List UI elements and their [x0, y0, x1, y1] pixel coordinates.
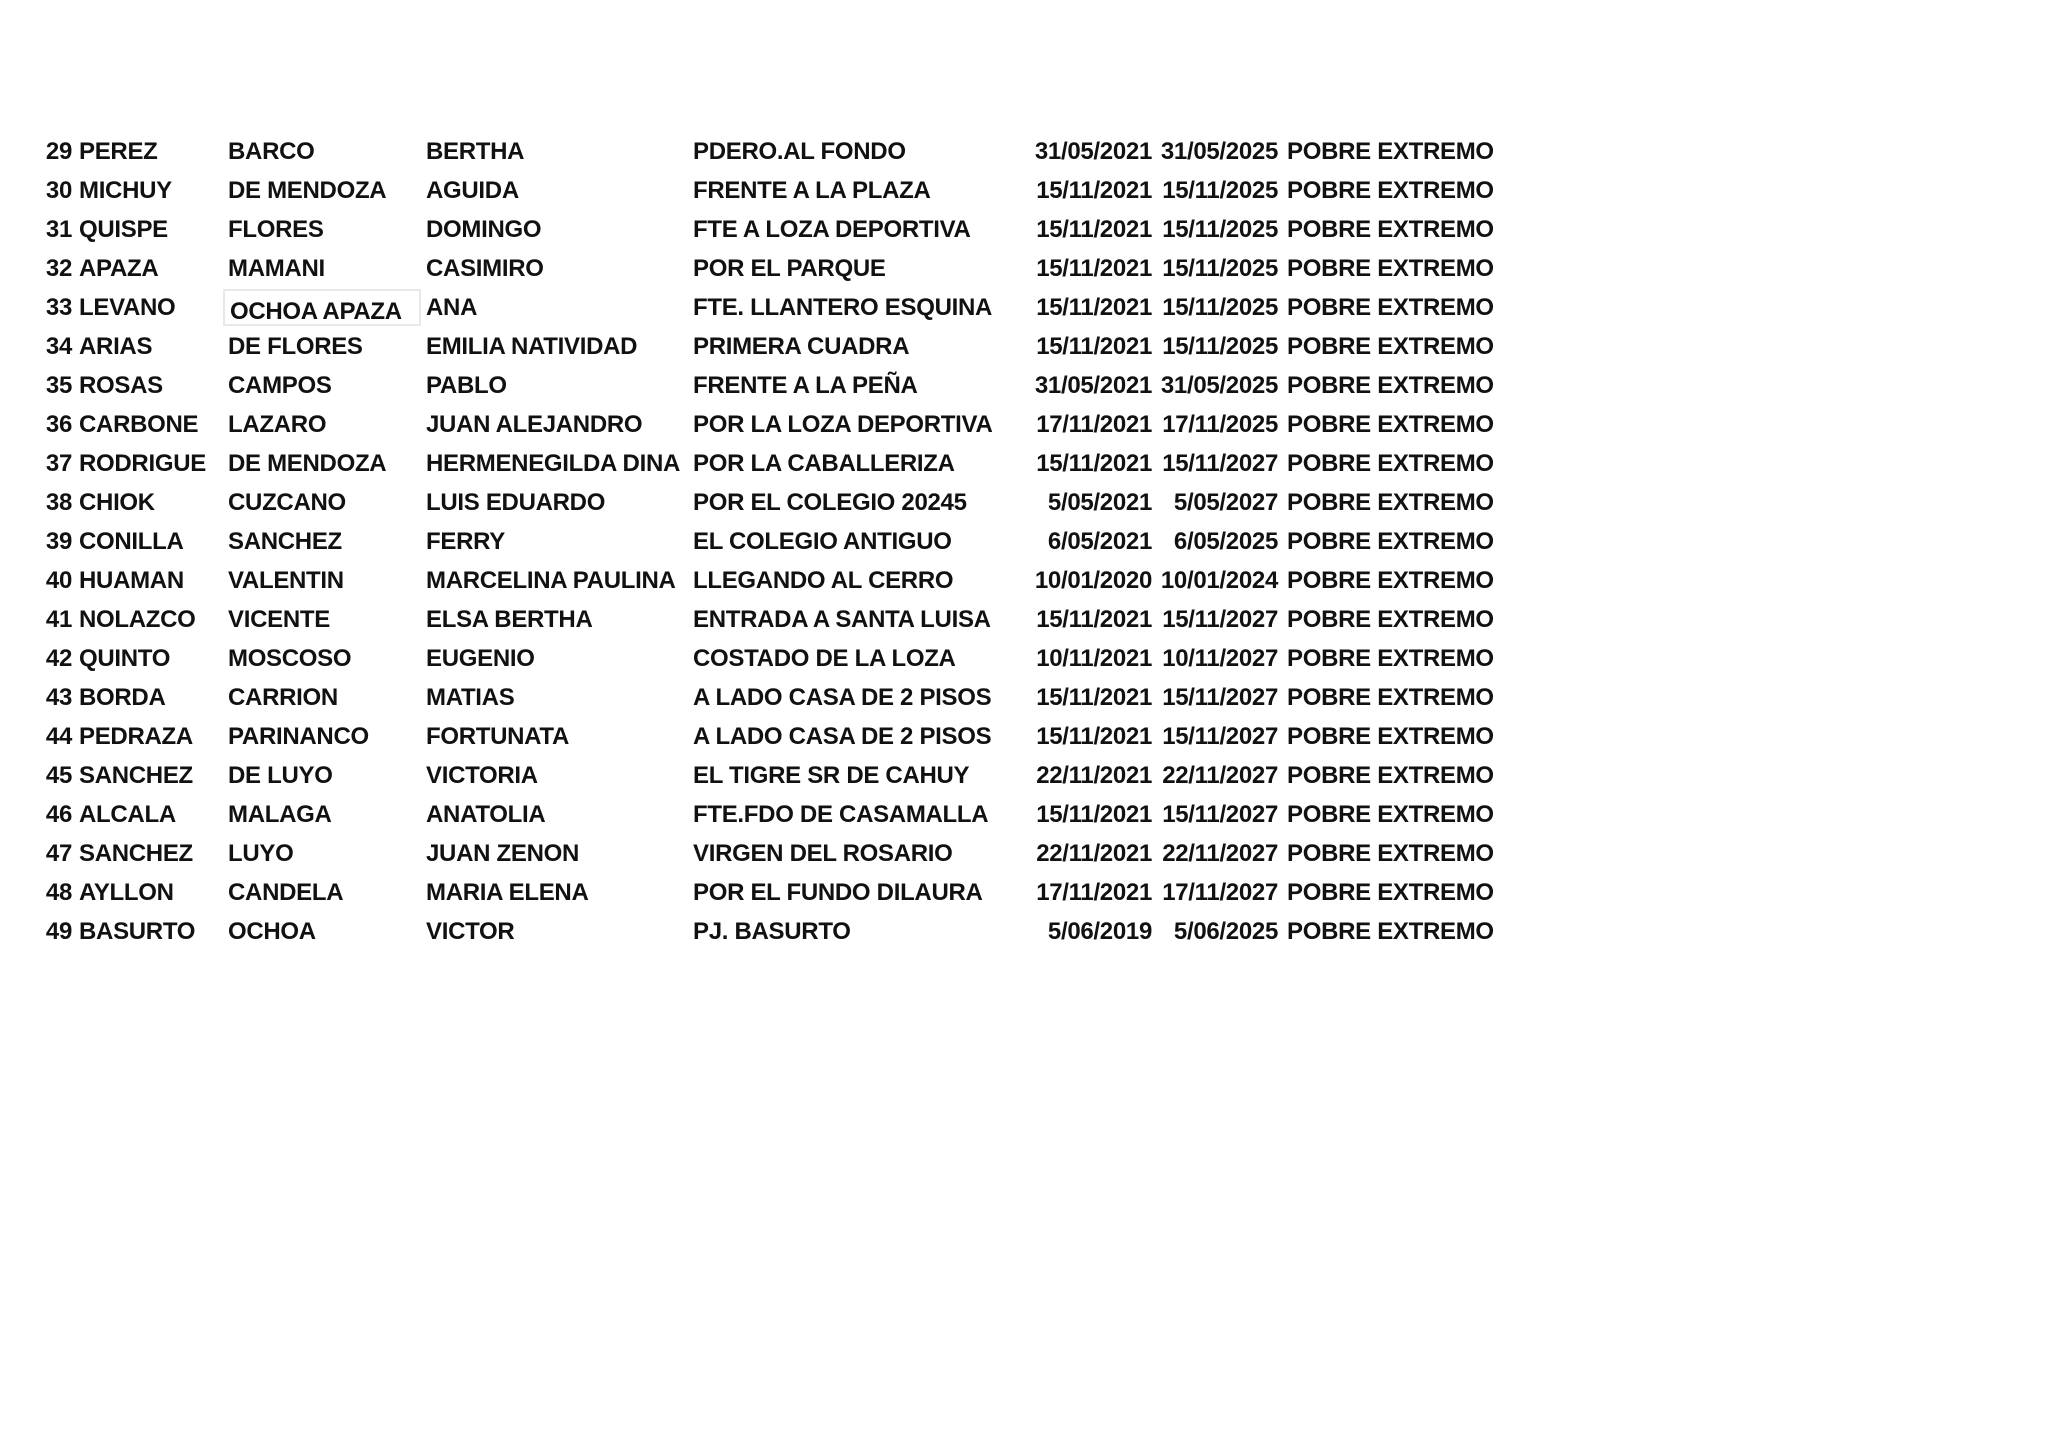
address-cell[interactable]: POR EL COLEGIO 20245	[693, 489, 967, 516]
status-cell[interactable]: POBRE EXTREMO	[1287, 918, 1494, 945]
second-surname-cell[interactable]: SANCHEZ	[228, 528, 342, 555]
given-name-cell[interactable]: ANA	[426, 294, 478, 321]
status-cell[interactable]: POBRE EXTREMO	[1287, 645, 1494, 672]
address-cell[interactable]: COSTADO DE LA LOZA	[693, 645, 956, 672]
table-row	[0, 600, 2048, 639]
end-date-cell[interactable]: 22/11/2027	[1162, 762, 1278, 789]
given-name-cell[interactable]: FERRY	[426, 528, 505, 555]
given-name-cell[interactable]: LUIS EDUARDO	[426, 489, 606, 516]
given-name-cell[interactable]: EMILIA NATIVIDAD	[426, 333, 638, 360]
second-surname-cell[interactable]: DE MENDOZA	[228, 177, 387, 204]
status-cell[interactable]: POBRE EXTREMO	[1287, 333, 1494, 360]
end-date-cell[interactable]: 15/11/2027	[1162, 801, 1278, 828]
row-number[interactable]: 43	[45, 684, 72, 711]
status-cell[interactable]: POBRE EXTREMO	[1287, 723, 1494, 750]
table-row	[0, 834, 2048, 873]
start-date-cell[interactable]: 15/11/2021	[1036, 723, 1152, 750]
row-number[interactable]: 36	[45, 411, 72, 438]
address-cell[interactable]: POR EL FUNDO DILAURA	[693, 879, 983, 906]
second-surname-cell[interactable]: CAMPOS	[228, 372, 332, 399]
address-cell[interactable]: EL COLEGIO ANTIGUO	[693, 528, 952, 555]
first-surname-cell[interactable]: PEDRAZA	[79, 723, 193, 750]
end-date-cell[interactable]: 31/05/2025	[1160, 138, 1278, 165]
end-date-cell[interactable]: 10/01/2024	[1160, 567, 1278, 594]
table-row	[0, 327, 2048, 366]
address-cell[interactable]: EL TIGRE SR DE CAHUY	[693, 762, 970, 789]
second-surname-cell[interactable]: CARRION	[228, 684, 338, 711]
start-date-cell[interactable]: 31/05/2021	[1034, 138, 1152, 165]
end-date-cell[interactable]: 15/11/2025	[1162, 333, 1278, 360]
second-surname-cell[interactable]: VALENTIN	[228, 567, 344, 594]
table-row	[0, 873, 2048, 912]
table-row	[0, 444, 2048, 483]
end-date-cell[interactable]: 15/11/2027	[1162, 450, 1278, 477]
first-surname-cell[interactable]: HUAMAN	[79, 567, 184, 594]
end-date-cell[interactable]: 15/11/2027	[1162, 606, 1278, 633]
second-surname-cell[interactable]: BARCO	[228, 138, 315, 165]
given-name-cell[interactable]: MATIAS	[426, 684, 515, 711]
status-cell[interactable]: POBRE EXTREMO	[1287, 450, 1494, 477]
first-surname-cell[interactable]: SANCHEZ	[79, 762, 193, 789]
first-surname-cell[interactable]: BORDA	[79, 684, 166, 711]
end-date-cell[interactable]: 15/11/2025	[1162, 216, 1278, 243]
status-cell[interactable]: POBRE EXTREMO	[1287, 216, 1494, 243]
first-surname-cell[interactable]: NOLAZCO	[79, 606, 196, 633]
end-date-cell[interactable]: 15/11/2027	[1162, 723, 1278, 750]
first-surname-cell[interactable]: SANCHEZ	[79, 840, 193, 867]
status-cell[interactable]: POBRE EXTREMO	[1287, 684, 1494, 711]
start-date-cell[interactable]: 6/05/2021	[1047, 528, 1152, 555]
status-cell[interactable]: POBRE EXTREMO	[1287, 489, 1494, 516]
address-cell[interactable]: VIRGEN DEL ROSARIO	[693, 840, 953, 867]
address-cell[interactable]: POR LA CABALLERIZA	[693, 450, 955, 477]
first-surname-cell[interactable]: CONILLA	[79, 528, 184, 555]
table-body	[0, 132, 2048, 951]
table-row	[0, 912, 2048, 951]
start-date-cell[interactable]: 31/05/2021	[1034, 372, 1152, 399]
end-date-cell[interactable]: 5/05/2027	[1173, 489, 1278, 516]
start-date-cell[interactable]: 22/11/2021	[1036, 762, 1152, 789]
end-date-cell[interactable]: 15/11/2027	[1162, 684, 1278, 711]
row-number[interactable]: 34	[45, 333, 72, 360]
selected-cell[interactable]: OCHOA APAZA	[223, 289, 421, 326]
given-name-cell[interactable]: PABLO	[426, 372, 507, 399]
start-date-cell[interactable]: 22/11/2021	[1036, 840, 1152, 867]
table-row	[0, 405, 2048, 444]
status-cell[interactable]: POBRE EXTREMO	[1287, 411, 1494, 438]
start-date-cell[interactable]: 15/11/2021	[1036, 294, 1152, 321]
status-cell[interactable]: POBRE EXTREMO	[1287, 801, 1494, 828]
end-date-cell[interactable]: 31/05/2025	[1160, 372, 1278, 399]
row-number[interactable]: 45	[45, 762, 72, 789]
table-row	[0, 639, 2048, 678]
row-number[interactable]: 37	[45, 450, 72, 477]
table-row	[0, 483, 2048, 522]
start-date-cell[interactable]: 5/06/2019	[1047, 918, 1152, 945]
address-cell[interactable]: FRENTE A LA PLAZA	[693, 177, 931, 204]
status-cell[interactable]: POBRE EXTREMO	[1287, 372, 1494, 399]
given-name-cell[interactable]: CASIMIRO	[426, 255, 544, 282]
address-cell[interactable]: FTE A LOZA DEPORTIVA	[693, 216, 971, 243]
first-surname-cell[interactable]: QUISPE	[79, 216, 168, 243]
given-name-cell[interactable]: MARCELINA PAULINA	[426, 567, 676, 594]
start-date-cell[interactable]: 17/11/2021	[1036, 411, 1152, 438]
row-number[interactable]: 38	[45, 489, 72, 516]
row-number[interactable]: 48	[45, 879, 72, 906]
start-date-cell[interactable]: 15/11/2021	[1036, 216, 1152, 243]
first-surname-cell[interactable]: QUINTO	[79, 645, 171, 672]
address-cell[interactable]: PDERO.AL FONDO	[693, 138, 906, 165]
row-number[interactable]: 47	[45, 840, 72, 867]
given-name-cell[interactable]: MARIA ELENA	[426, 879, 589, 906]
second-surname-cell[interactable]: DE LUYO	[228, 762, 333, 789]
second-surname-cell[interactable]: LUYO	[228, 840, 294, 867]
second-surname-cell[interactable]: LAZARO	[228, 411, 327, 438]
second-surname-cell[interactable]: MOSCOSO	[228, 645, 352, 672]
row-number[interactable]: 41	[45, 606, 72, 633]
table-row	[0, 678, 2048, 717]
address-cell[interactable]: FTE. LLANTERO ESQUINA	[693, 294, 993, 321]
given-name-cell[interactable]: HERMENEGILDA DINA	[426, 450, 681, 477]
first-surname-cell[interactable]: PEREZ	[79, 138, 158, 165]
start-date-cell[interactable]: 15/11/2021	[1036, 177, 1152, 204]
row-number[interactable]: 46	[45, 801, 72, 828]
row-number[interactable]: 30	[45, 177, 72, 204]
first-surname-cell[interactable]: CARBONE	[79, 411, 199, 438]
address-cell[interactable]: POR EL PARQUE	[693, 255, 886, 282]
given-name-cell[interactable]: ANATOLIA	[426, 801, 546, 828]
given-name-cell[interactable]: JUAN ALEJANDRO	[426, 411, 643, 438]
table-row	[0, 288, 2048, 327]
table-row	[0, 795, 2048, 834]
address-cell[interactable]: A LADO CASA DE 2 PISOS	[693, 684, 992, 711]
start-date-cell[interactable]: 15/11/2021	[1036, 684, 1152, 711]
given-name-cell[interactable]: VICTOR	[426, 918, 515, 945]
start-date-cell[interactable]: 15/11/2021	[1036, 333, 1152, 360]
first-surname-cell[interactable]: AYLLON	[79, 879, 174, 906]
address-cell[interactable]: ENTRADA A SANTA LUISA	[693, 606, 991, 633]
first-surname-cell[interactable]: BASURTO	[79, 918, 196, 945]
table-row	[0, 522, 2048, 561]
status-cell[interactable]: POBRE EXTREMO	[1287, 606, 1494, 633]
start-date-cell[interactable]: 5/05/2021	[1047, 489, 1152, 516]
table-row	[0, 366, 2048, 405]
first-surname-cell[interactable]: ALCALA	[79, 801, 176, 828]
address-cell[interactable]: FRENTE A LA PEÑA	[693, 372, 918, 399]
address-cell[interactable]: A LADO CASA DE 2 PISOS	[693, 723, 992, 750]
second-surname-cell[interactable]: DE FLORES	[228, 333, 363, 360]
second-surname-cell[interactable]: VICENTE	[228, 606, 330, 633]
row-number[interactable]: 40	[45, 567, 72, 594]
second-surname-cell[interactable]: PARINANCO	[228, 723, 369, 750]
table-row	[0, 717, 2048, 756]
second-surname-cell[interactable]: CUZCANO	[228, 489, 346, 516]
address-cell[interactable]: FTE.FDO DE CASAMALLA	[693, 801, 989, 828]
status-cell[interactable]: POBRE EXTREMO	[1287, 567, 1494, 594]
first-surname-cell[interactable]: ARIAS	[79, 333, 153, 360]
start-date-cell[interactable]: 15/11/2021	[1036, 255, 1152, 282]
end-date-cell[interactable]: 15/11/2025	[1162, 294, 1278, 321]
table-row	[0, 756, 2048, 795]
given-name-cell[interactable]: FORTUNATA	[426, 723, 570, 750]
first-surname-cell[interactable]: ROSAS	[79, 372, 163, 399]
status-cell[interactable]: POBRE EXTREMO	[1287, 879, 1494, 906]
row-number[interactable]: 35	[45, 372, 72, 399]
table-row	[0, 249, 2048, 288]
table-row	[0, 171, 2048, 210]
address-cell[interactable]: POR LA LOZA DEPORTIVA	[693, 411, 993, 438]
end-date-cell[interactable]: 17/11/2027	[1162, 879, 1278, 906]
end-date-cell[interactable]: 10/11/2027	[1162, 645, 1278, 672]
second-surname-cell[interactable]: DE MENDOZA	[228, 450, 387, 477]
address-cell[interactable]: PRIMERA CUADRA	[693, 333, 910, 360]
given-name-cell[interactable]: JUAN ZENON	[426, 840, 580, 867]
first-surname-cell[interactable]: APAZA	[79, 255, 159, 282]
start-date-cell[interactable]: 17/11/2021	[1036, 879, 1152, 906]
row-number[interactable]: 33	[45, 294, 72, 321]
second-surname-cell[interactable]: FLORES	[228, 216, 324, 243]
end-date-cell[interactable]: 15/11/2025	[1162, 177, 1278, 204]
row-number[interactable]: 49	[45, 918, 72, 945]
given-name-cell[interactable]: DOMINGO	[426, 216, 542, 243]
given-name-cell[interactable]: VICTORIA	[426, 762, 538, 789]
second-surname-cell[interactable]: OCHOA	[228, 918, 316, 945]
status-cell[interactable]: POBRE EXTREMO	[1287, 138, 1494, 165]
status-cell[interactable]: POBRE EXTREMO	[1287, 762, 1494, 789]
status-cell[interactable]: POBRE EXTREMO	[1287, 294, 1494, 321]
status-cell[interactable]: POBRE EXTREMO	[1287, 177, 1494, 204]
second-surname-cell[interactable]: MAMANI	[228, 255, 325, 282]
status-cell[interactable]: POBRE EXTREMO	[1287, 528, 1494, 555]
second-surname-cell[interactable]: MALAGA	[228, 801, 332, 828]
given-name-cell[interactable]: ELSA BERTHA	[426, 606, 593, 633]
first-surname-cell[interactable]: LEVANO	[79, 294, 176, 321]
first-surname-cell[interactable]: RODRIGUE	[79, 450, 206, 477]
start-date-cell[interactable]: 15/11/2021	[1036, 606, 1152, 633]
table-row	[0, 561, 2048, 600]
given-name-cell[interactable]: AGUIDA	[426, 177, 519, 204]
start-date-cell[interactable]: 15/11/2021	[1036, 450, 1152, 477]
end-date-cell[interactable]: 5/06/2025	[1173, 918, 1278, 945]
end-date-cell[interactable]: 15/11/2025	[1162, 255, 1278, 282]
row-number[interactable]: 42	[45, 645, 72, 672]
start-date-cell[interactable]: 10/11/2021	[1036, 645, 1152, 672]
table-row	[0, 210, 2048, 249]
end-date-cell[interactable]: 17/11/2025	[1162, 411, 1278, 438]
status-cell[interactable]: POBRE EXTREMO	[1287, 840, 1494, 867]
address-cell[interactable]: PJ. BASURTO	[693, 918, 851, 945]
given-name-cell[interactable]: BERTHA	[426, 138, 525, 165]
given-name-cell[interactable]: EUGENIO	[426, 645, 535, 672]
address-cell[interactable]: LLEGANDO AL CERRO	[693, 567, 954, 594]
first-surname-cell[interactable]: CHIOK	[79, 489, 155, 516]
row-number[interactable]: 39	[45, 528, 72, 555]
end-date-cell[interactable]: 22/11/2027	[1162, 840, 1278, 867]
start-date-cell[interactable]: 10/01/2020	[1034, 567, 1152, 594]
row-number[interactable]: 31	[45, 216, 72, 243]
first-surname-cell[interactable]: MICHUY	[79, 177, 172, 204]
end-date-cell[interactable]: 6/05/2025	[1173, 528, 1278, 555]
second-surname-cell[interactable]: CANDELA	[228, 879, 344, 906]
status-cell[interactable]: POBRE EXTREMO	[1287, 255, 1494, 282]
row-number[interactable]: 44	[45, 723, 72, 750]
row-number[interactable]: 29	[45, 138, 72, 165]
start-date-cell[interactable]: 15/11/2021	[1036, 801, 1152, 828]
row-number[interactable]: 32	[45, 255, 72, 282]
table-row	[0, 132, 2048, 171]
